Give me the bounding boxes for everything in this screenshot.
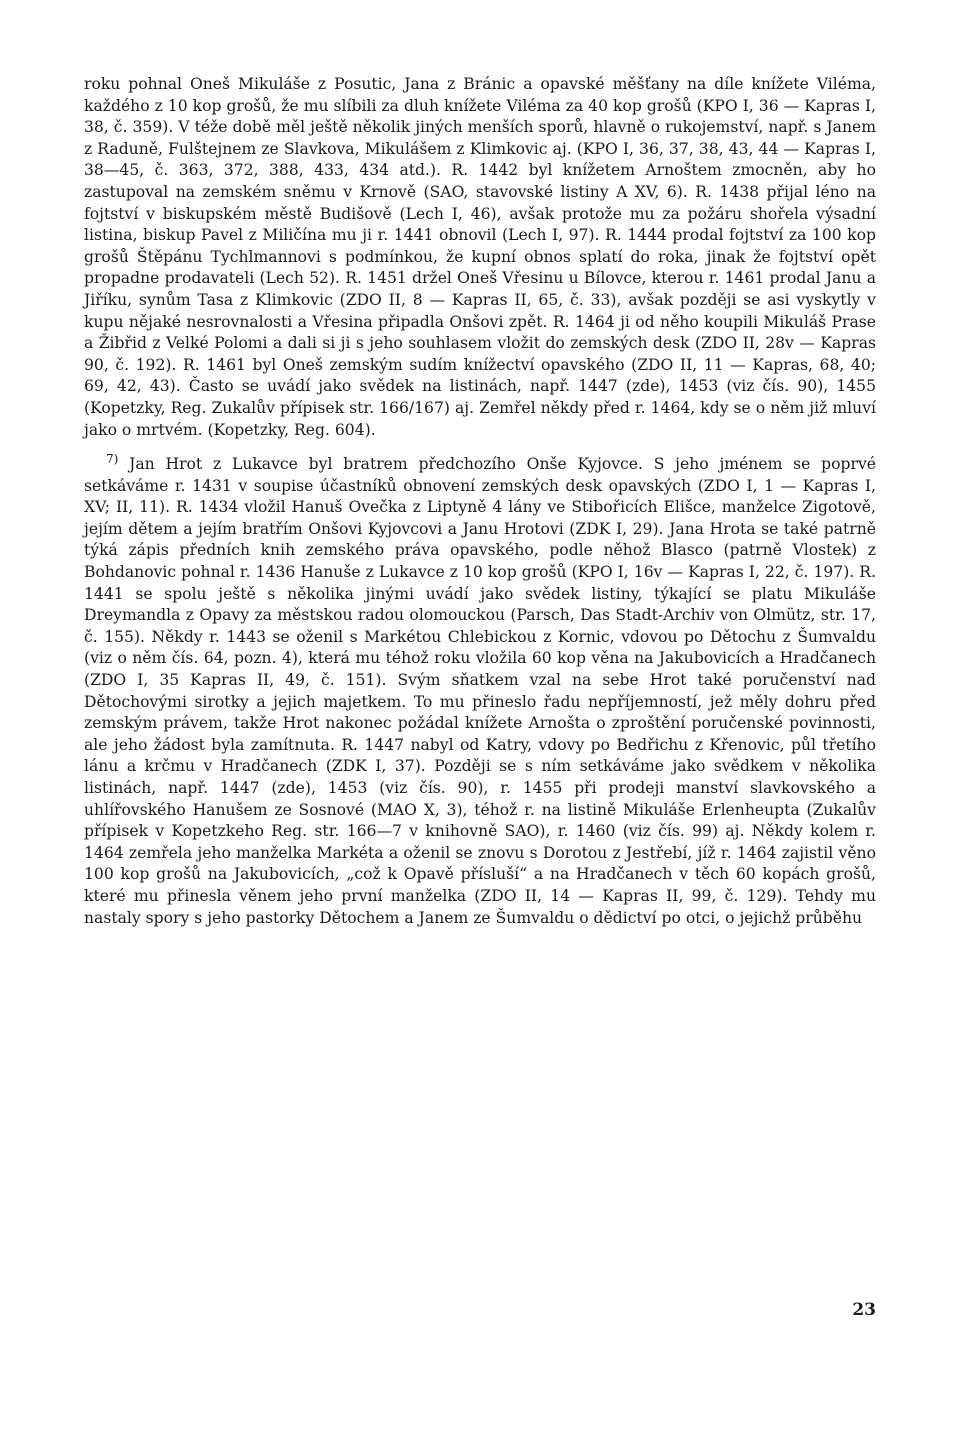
footnote-number: 7)	[106, 451, 119, 466]
footnote-7	[84, 451, 876, 929]
body-paragraph: roku pohnal Oneš Mikuláše z Posutic, Jana z Bránic a opavské měšťany na díle knížete Viléma, každého z 10 kop grošů, že mu slíbili za dluh knížete Viléma za 40 kop grošů (KPO I, 36 — Kapras I, 38, č. 359). V téže době měl ještě několik jiných menších sporů, hlavně o rukojemství, např. s Janem z Raduně, Fulštejnem ze Slavkova, Mikulášem z Klimkovic aj. (KPO I, 36, 37, 38, 43, 44 — Kapras I, 38—45, č. 363, 372, 388, 433, 434 atd.). R. 1442 byl knížetem Arnoštem zmocněn, aby ho zastupoval na zemském sněmu v Krnově (SAO, stavovské listiny A XV, 6). R. 1438 přijal léno na fojtství v biskupském městě Budišově (Lech I, 46), avšak protože mu za požáru shořela výsadní listina, biskup Pavel z Miličína mu ji r. 1441 obnovil (Lech I, 97). R. 1444 prodal fojtství za 100 kop grošů Štěpánu Tychlmannovi s podmínkou, že kupní obnos splatí do roka, jinak že fojtství opět propadne prodavateli (Lech 52). R. 1451 držel Oneš Vřesinu u Bílovce, kterou r. 1461 prodal Janu a Jiříku, synům Tasa z Klimkovic (ZDO II, 8 — Kapras II, 65, č. 33), avšak později se asi vyskytly v kupu nějaké nesrovnalosti a Vřesina připadla Onšovi zpět. R. 1464 ji od něho koupili Mikuláš Prase a Žibřid z Velké Polomi a dali si ji s jeho souhlasem vložit do zemských desk (ZDO II, 28v — Kapras 90, č. 192). R. 1461 byl Oneš zemským sudím knížectví opavského (ZDO II, 11 — Kapras, 68, 40; 69, 42, 43). Často se uvádí jako svědek na listinách, např. 1447 (zde), 1453 (viz čís. 90), 1455 (Kopetzky, Reg. Zukalův přípisek str. 166/167) aj. Zemřel někdy před r. 1464, kdy se o něm již mluví jako o mrtvém. (Kopetzky, Reg. 604).	[84, 75, 876, 439]
document-page	[84, 74, 876, 929]
footnote-text: Jan Hrot z Lukavce byl bratrem předchozího Onše Kyjovce. S jeho jménem se poprvé setkáváme r. 1431 v soupise účastníků obnovení zemských desk opavských (ZDO I, 1 — Kapras I, XV; II, 11). R. 1434 vložil Hanuš Ovečka z Liptyně 4 lány ve Stibořicích Elišce, manželce Zigotově, jejím dětem a jejím bratřím Onšovi Kyjovcovi a Janu Hrotovi (ZDK I, 29). Jana Hrota se také patrně týká zápis předních knih zemského práva opavského, podle něhož Blasco (patrně Vlostek) z Bohdanovic pohnal r. 1436 Hanuše z Lukavce z 10 kop grošů (KPO I, 16v — Kapras I, 22, č. 197). R. 1441 se spolu ještě s několika jinými uvádí jako svědek listiny, týkající se platu Mikuláše Dreymandla z Opavy za městskou radou olomouckou (Parsch, Das Stadt-Archiv von Olmütz, str. 17, č. 155). Někdy r. 1443 se oženil s Markétou Chlebickou z Kornic, vdovou po Dětochu z Šumvaldu (viz o něm čís. 64, pozn. 4), která mu téhož roku vložila 60 kop věna na Jakubovicích a Hradčanech (ZDO I, 35 Kapras II, 49, č. 151). Svým sňatkem vzal na sebe Hrot také poručenství nad Dětochovými sirotky a jejich majetkem. To mu přineslo řadu nepříjemností, jež měly dohru před zemským právem, takže Hrot nakonec požádal knížete Arnošta o zproštění poručenské povinnosti, ale jeho žádost byla zamítnuta. R. 1447 nabyl od Katry, vdovy po Bedřichu z Křenovic, půl třetího lánu a krčmu v Hradčanech (ZDK I, 37). Později se s ním setkáváme jako svědkem v několika listinách, např. 1447 (zde), 1453 (viz čís. 90), r. 1455 při prodeji manství slavkovského a uhlířovského Hanušem ze Sosnové (MAO X, 3), téhož r. na listině Mikuláše Erlenheupta (Zukalův přípisek v Kopetzkeho Reg. str. 166—7 v knihovně SAO), r. 1460 (viz čís. 99) aj. Někdy kolem r. 1464 zemřela jeho manželka Markéta a oženil se znovu s Dorotou z Jestřebí, jíž r. 1464 zajistil věno 100 kop grošů na Jakubovicích, „což k Opavě přísluší“ a na Hradčanech v těch 60 kopách grošů, které mu přinesla věnem jeho první manželka (ZDO II, 14 — Kapras II, 99, č. 129). Tehdy mu nastaly spory s jeho pastorky Dětochem a Janem ze Šumvaldu o dědictví po otci, o jejichž průběhu	[84, 455, 876, 927]
page-number: 23	[852, 1300, 876, 1320]
